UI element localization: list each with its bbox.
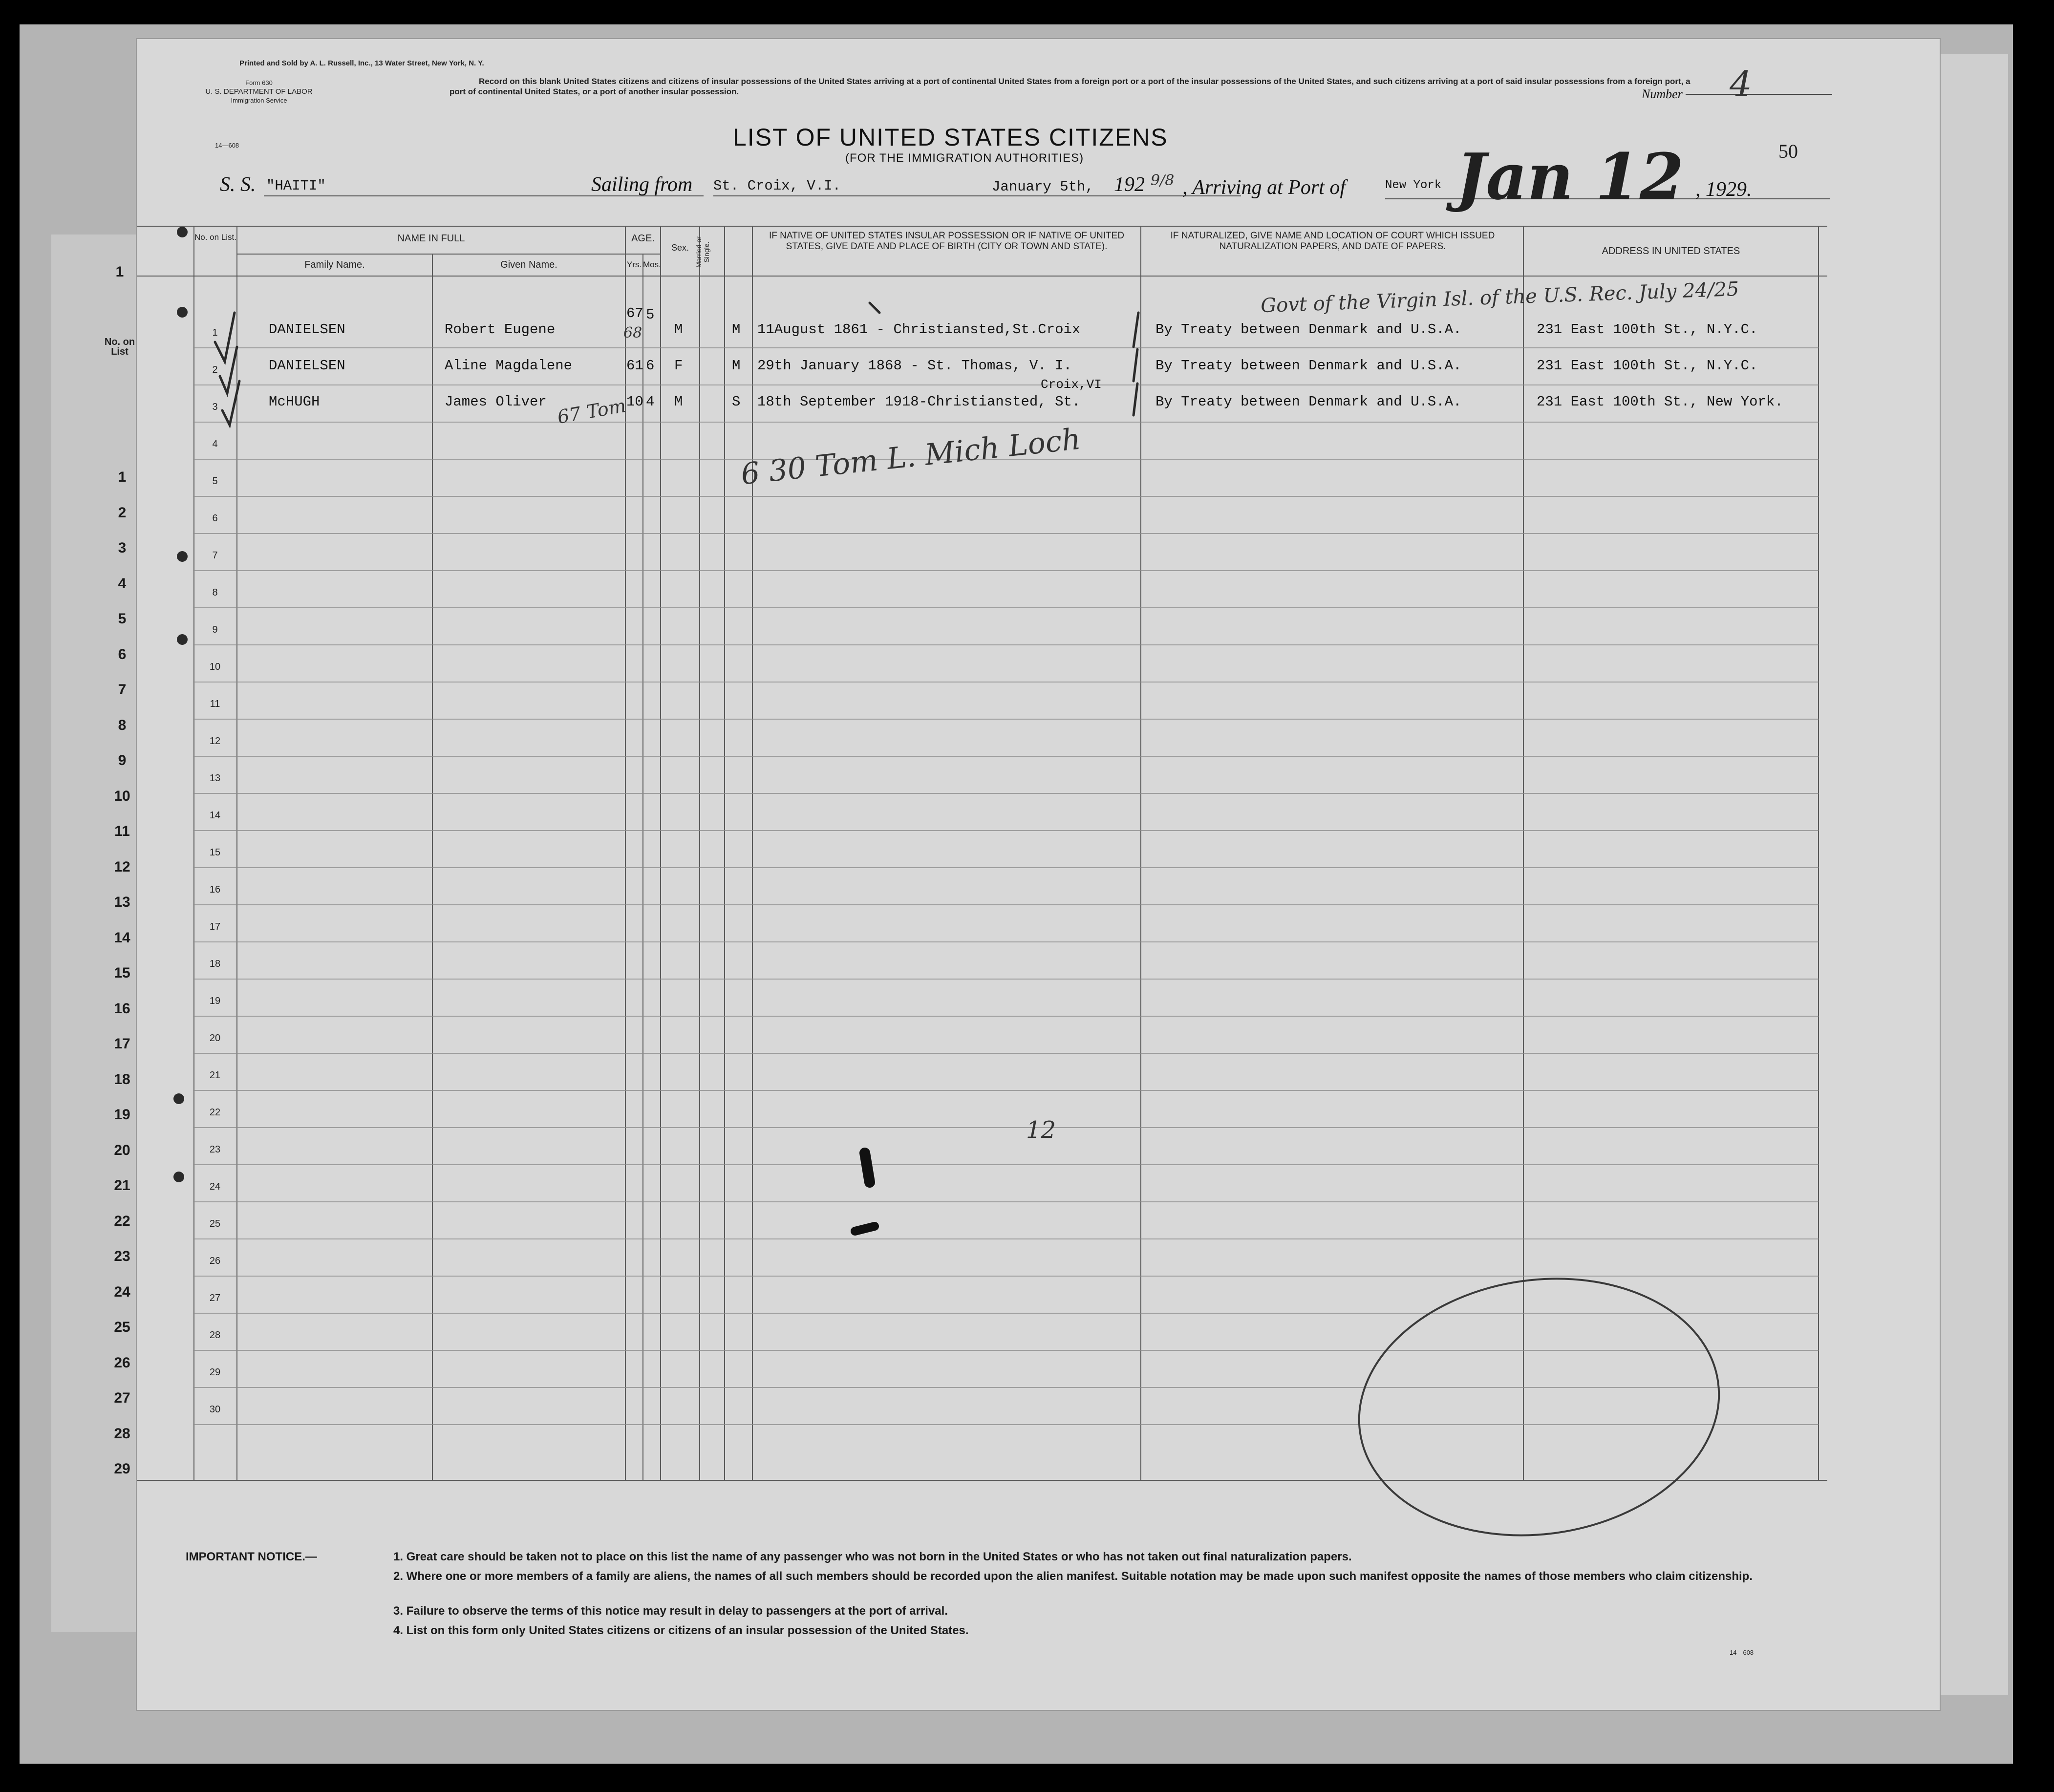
age-years: 61 xyxy=(626,358,643,374)
naturalization: By Treaty between Denmark and U.S.A. xyxy=(1155,358,1462,374)
naturalization: By Treaty between Denmark and U.S.A. xyxy=(1155,321,1462,338)
age-months: 5 xyxy=(646,307,655,323)
left-sheet-number: 22 xyxy=(114,1213,130,1229)
birth-continuation: Croix,VI xyxy=(1041,377,1102,392)
sex: F xyxy=(674,358,683,374)
left-sheet-number: 25 xyxy=(114,1319,130,1335)
row-number: 27 xyxy=(209,1293,221,1303)
row-number: 8 xyxy=(212,587,218,598)
handwritten-signature: 6 30 Tom L. Mich Loch xyxy=(739,422,1083,492)
left-sheet-number: 7 xyxy=(118,682,127,698)
punch-hole xyxy=(177,551,188,562)
row-number: 3 xyxy=(212,402,218,412)
punch-hole xyxy=(177,227,188,237)
col-head-address: ADDRESS IN UNITED STATES xyxy=(1602,246,1740,256)
arrival-year: , 1929. xyxy=(1695,178,1752,201)
year-digits: 9/8 xyxy=(1151,172,1175,189)
ship-name: "HAITI" xyxy=(266,178,326,194)
marital-status: M xyxy=(732,358,741,374)
notice-item-1: 1. Great care should be taken not to place on this list the name of any passenger who was not born in the United States or who has not taken out final naturalization papers. xyxy=(393,1550,1352,1563)
footer-form-code: 14—608 xyxy=(1730,1649,1754,1656)
left-sheet-number: 8 xyxy=(118,717,127,733)
punch-hole xyxy=(177,634,188,645)
col-head-yrs: Yrs. xyxy=(626,260,642,269)
left-sheet-number: 13 xyxy=(114,894,130,910)
printer-line: Printed and Sold by A. L. Russell, Inc., 13 Water Street, New York, N. Y. xyxy=(239,59,484,67)
page-subtitle: (FOR THE IMMIGRATION AUTHORITIES) xyxy=(845,151,1084,165)
notice-item-3: 3. Failure to observe the terms of this notice may result in delay to passengers at the port of arrival. xyxy=(393,1604,948,1618)
left-sheet-number: 23 xyxy=(114,1248,130,1264)
left-sheet-number: 29 xyxy=(114,1461,130,1477)
row-number: 4 xyxy=(212,439,218,449)
row-number: 28 xyxy=(209,1330,221,1341)
row-number: 2 xyxy=(212,364,218,375)
left-sheet-number: 11 xyxy=(114,823,130,839)
birth-info: 29th January 1868 - St. Thomas, V. I. xyxy=(757,358,1072,374)
left-sheet-number: 19 xyxy=(114,1107,130,1123)
page-title: LIST OF UNITED STATES CITIZENS xyxy=(733,124,1168,151)
row-number: 14 xyxy=(209,810,221,821)
row-number: 10 xyxy=(209,661,221,672)
punch-hole xyxy=(177,307,188,318)
col-head-no: No. on List. xyxy=(194,233,236,242)
row-number: 5 xyxy=(212,476,218,487)
left-sheet-number: 6 xyxy=(118,646,127,662)
col-head-family: Family Name. xyxy=(304,259,365,270)
row-number: 26 xyxy=(209,1256,221,1266)
pencil-marks xyxy=(137,39,1940,1710)
age-months: 6 xyxy=(646,358,655,374)
row-number: 25 xyxy=(209,1218,221,1229)
naturalization: By Treaty between Denmark and U.S.A. xyxy=(1155,394,1462,410)
col-head-native: IF NATIVE OF UNITED STATES INSULAR POSSESSION OR IF NATIVE OF UNITED STATES, GIVE DATE AND PLACE OF BIRTH (CITY OR TOWN AND STATE). xyxy=(769,231,1124,252)
sailing-date: January 5th, xyxy=(992,179,1094,195)
left-sheet-number: 17 xyxy=(114,1036,130,1052)
col-head-sex: Sex. xyxy=(671,243,689,253)
row-number: 6 xyxy=(212,513,218,524)
number-label: Number xyxy=(1642,87,1683,101)
notice-heading: IMPORTANT NOTICE.— xyxy=(186,1550,317,1563)
family-name: DANIELSEN xyxy=(269,321,345,338)
row-number: 7 xyxy=(212,550,218,561)
left-sheet-top-number: 1 xyxy=(115,264,124,280)
row-number: 15 xyxy=(209,847,221,858)
row-number: 12 xyxy=(209,736,221,747)
col-head-age: AGE. xyxy=(631,233,655,244)
row-number: 29 xyxy=(209,1367,221,1378)
ss-label: S. S. xyxy=(220,173,256,196)
col-head-married: Married or Single. xyxy=(695,236,710,268)
left-sheet-number: 18 xyxy=(114,1071,130,1088)
row-number: 20 xyxy=(209,1033,221,1044)
given-name: James Oliver xyxy=(445,394,547,410)
age-years: 67 xyxy=(626,305,643,321)
age-years: 10 xyxy=(626,394,643,410)
punch-hole xyxy=(173,1093,184,1104)
handwritten-age-correction: 68 xyxy=(623,324,642,341)
row-number: 9 xyxy=(212,624,218,635)
age-months: 4 xyxy=(646,394,655,410)
marital-status: M xyxy=(732,321,741,338)
manifest-page xyxy=(137,39,1940,1710)
handwritten-number-12: 12 xyxy=(1026,1116,1056,1144)
row-number: 18 xyxy=(209,959,221,969)
service: Immigration Service xyxy=(231,97,287,104)
page-number: 50 xyxy=(1778,140,1798,162)
left-sheet-number: 9 xyxy=(118,752,127,768)
handwritten-row3-note: 67 Tom xyxy=(556,395,628,428)
handwritten-note-govt: Govt of the Virgin Isl. of the U.S. Rec. July 24/25 xyxy=(1260,277,1740,318)
left-sheet-label: No. on List xyxy=(104,337,135,357)
row-number: 16 xyxy=(209,884,221,895)
arriving-label: , Arriving at Port of xyxy=(1182,176,1346,199)
sailing-from: St. Croix, V.I. xyxy=(713,178,841,194)
left-sheet-number: 5 xyxy=(118,611,127,627)
row-number: 22 xyxy=(209,1107,221,1118)
sailing-label: Sailing from xyxy=(591,173,693,196)
form-number: Form 630 xyxy=(245,79,273,86)
left-sheet-number: 3 xyxy=(118,540,127,556)
sex: M xyxy=(674,394,683,410)
year-prefix: 192 xyxy=(1114,173,1145,196)
notice-item-2: 2. Where one or more members of a family are aliens, the names of all such members should be recorded upon the alien manifest. Suitable notation may be made upon such manifest opposite the names of those members who claim citizenship. xyxy=(393,1570,1753,1583)
address: 231 East 100th St., New York. xyxy=(1537,394,1783,410)
col-head-mos: Mos. xyxy=(643,260,661,269)
row-number: 19 xyxy=(209,996,221,1006)
left-sheet-number: 28 xyxy=(114,1426,130,1442)
left-sheet-number: 14 xyxy=(114,930,130,946)
form-code: 14—608 xyxy=(215,142,239,149)
arrival-date-handwritten: Jan 12 xyxy=(1456,139,1684,214)
family-name: DANIELSEN xyxy=(269,358,345,374)
row-number: 17 xyxy=(209,921,221,932)
left-sheet-number: 21 xyxy=(114,1177,130,1194)
marital-status: S xyxy=(732,394,741,410)
row-number: 30 xyxy=(209,1404,221,1415)
left-sheet-number: 26 xyxy=(114,1355,130,1371)
left-sheet-number: 12 xyxy=(114,859,130,875)
row-number: 13 xyxy=(209,773,221,784)
birth-info: 11August 1861 - Christiansted,St.Croix xyxy=(757,321,1081,338)
left-sheet-number: 4 xyxy=(118,576,127,592)
col-head-name: NAME IN FULL xyxy=(397,233,465,244)
notice-item-4: 4. List on this form only United States citizens or citizens of an insular possession of the United States. xyxy=(393,1624,969,1637)
arrival-port: New York xyxy=(1385,179,1442,192)
left-sheet-number: 24 xyxy=(114,1284,130,1300)
address: 231 East 100th St., N.Y.C. xyxy=(1537,358,1758,374)
left-sheet-number: 2 xyxy=(118,505,127,521)
left-sheet-number: 1 xyxy=(118,469,127,485)
row-number: 24 xyxy=(209,1181,221,1192)
given-name: Aline Magdalene xyxy=(445,358,573,374)
left-sheet-number: 27 xyxy=(114,1390,130,1406)
left-sheet-number: 10 xyxy=(114,788,130,804)
col-head-naturalized: IF NATURALIZED, GIVE NAME AND LOCATION OF COURT WHICH ISSUED NATURALIZATION PAPERS, AND DATE OF PAPERS. xyxy=(1170,231,1495,252)
row-number: 1 xyxy=(212,327,218,338)
left-sheet-number: 16 xyxy=(114,1001,130,1017)
row-number: 21 xyxy=(209,1070,221,1081)
sex: M xyxy=(674,321,683,338)
row-number: 23 xyxy=(209,1144,221,1155)
row-number: 11 xyxy=(210,699,220,709)
record-note: Record on this blank United States citizens and citizens of insular possessions of the United States arriving at a port of continental United States from a foreign port or a port of the insular possessions of the United States, and such citizens arriving at a port of said insular possessions from a foreign port, a port of continental United States, or a port of another insular possession. xyxy=(449,77,1690,96)
number-value: 4 xyxy=(1730,64,1752,105)
col-head-given: Given Name. xyxy=(500,259,557,270)
address: 231 East 100th St., N.Y.C. xyxy=(1537,321,1758,338)
punch-hole xyxy=(173,1172,184,1182)
department: U. S. DEPARTMENT OF LABOR xyxy=(205,87,313,96)
left-sheet-number: 15 xyxy=(114,965,130,981)
family-name: McHUGH xyxy=(269,394,320,410)
given-name: Robert Eugene xyxy=(445,321,556,338)
birth-info: 18th September 1918-Christiansted, St. xyxy=(757,394,1081,410)
left-sheet-number: 20 xyxy=(114,1142,130,1158)
